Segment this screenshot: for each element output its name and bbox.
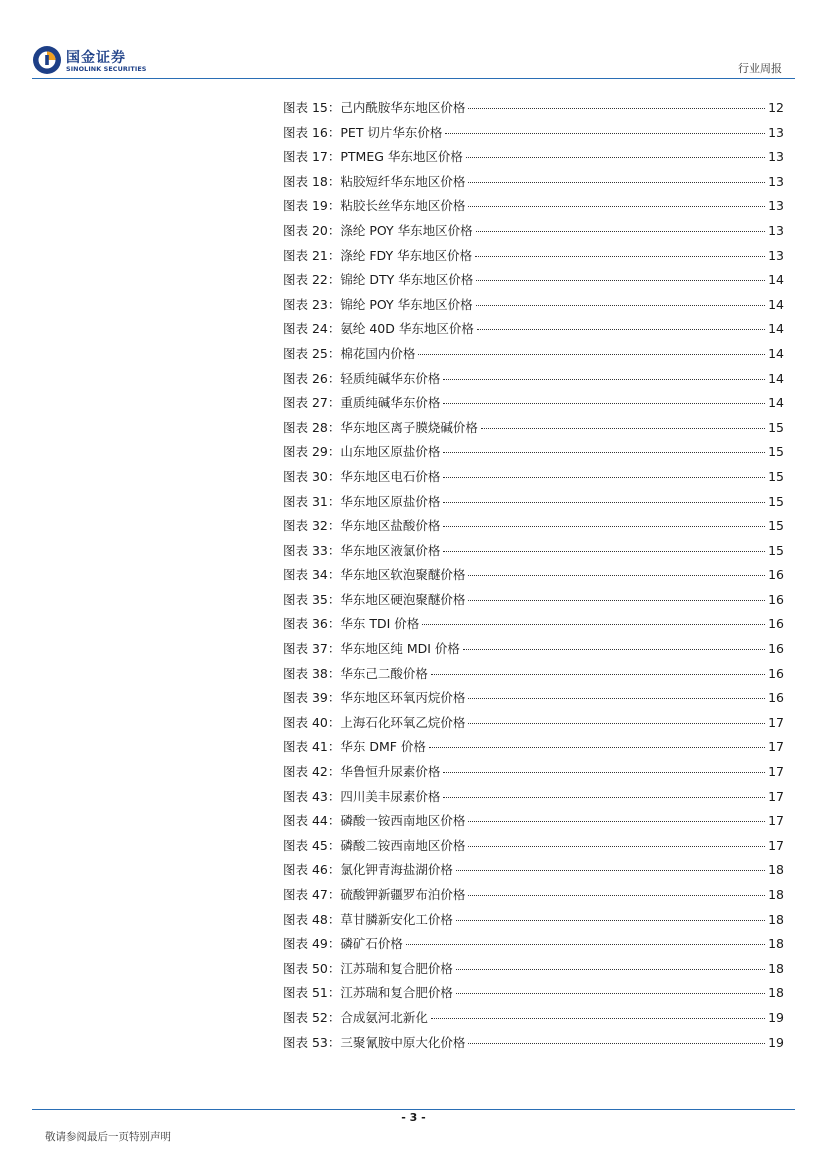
- toc-entry-title: 图表 44：磷酸一铵西南地区价格: [283, 813, 466, 829]
- toc-dot-leader: [468, 698, 765, 699]
- toc-entry-page: 14: [768, 345, 784, 361]
- toc-entry[interactable]: [283, 147, 784, 172]
- toc-entry-title: 图表 27：重质纯碱华东价格: [283, 395, 441, 411]
- toc-dot-leader: [406, 944, 765, 945]
- toc-entry-page: 15: [768, 518, 784, 534]
- toc-entry-page: 15: [768, 444, 784, 460]
- toc-entry-title: 图表 35：华东地区硬泡聚醚价格: [283, 591, 466, 607]
- toc-entry-title: 图表 17：PTMEG 华东地区价格: [283, 149, 463, 165]
- toc-entry-page: 15: [768, 419, 784, 435]
- toc-entry[interactable]: [283, 590, 784, 615]
- toc-dot-leader: [475, 256, 765, 257]
- toc-entry[interactable]: [283, 565, 784, 590]
- toc-entry-title: 图表 15：己内酰胺华东地区价格: [283, 100, 466, 115]
- toc-entry[interactable]: [283, 319, 784, 344]
- sinolink-logo-icon: [32, 45, 62, 75]
- toc-dot-leader: [463, 649, 765, 650]
- toc-entry[interactable]: [283, 221, 784, 246]
- toc-entry-page: 17: [768, 764, 784, 780]
- toc-entry-page: 19: [768, 1009, 784, 1025]
- toc-dot-leader: [456, 993, 765, 994]
- toc-entry-title: 图表 38：华东己二酸价格: [283, 665, 428, 681]
- toc-entry-title: 图表 26：轻质纯碱华东价格: [283, 370, 441, 386]
- toc-entry[interactable]: [283, 418, 784, 443]
- toc-entry-page: 19: [768, 1034, 784, 1050]
- toc-entry-page: 17: [768, 739, 784, 755]
- toc-entry-page: 18: [768, 960, 784, 976]
- toc-dot-leader: [429, 747, 765, 748]
- toc-entry-title: 图表 23：锦纶 POY 华东地区价格: [283, 296, 473, 312]
- toc-dot-leader: [468, 846, 765, 847]
- header-divider: [32, 78, 795, 79]
- toc-entry[interactable]: [283, 910, 784, 935]
- toc-entry-page: 13: [768, 222, 784, 238]
- toc-entry-page: 18: [768, 911, 784, 927]
- logo-chinese-name: 国金证券: [66, 50, 126, 66]
- logo-english-name: SINOLINK SECURITIES: [66, 65, 147, 73]
- toc-dot-leader: [468, 1043, 765, 1044]
- toc-entry-title: 图表 51：江苏瑞和复合肥价格: [283, 985, 453, 1001]
- toc-dot-leader: [422, 624, 765, 625]
- toc-entry-title: 图表 21：涤纶 FDY 华东地区价格: [283, 247, 473, 263]
- toc-entry[interactable]: [283, 344, 784, 369]
- toc-dot-leader: [481, 428, 765, 429]
- toc-entry-page: 12: [768, 100, 784, 115]
- toc-entry[interactable]: [283, 467, 784, 492]
- toc-entry-title: 图表 41：华东 DMF 价格: [283, 739, 426, 755]
- toc-entry[interactable]: [283, 516, 784, 541]
- toc-entry-title: 图表 20：涤纶 POY 华东地区价格: [283, 222, 473, 238]
- toc-entry-title: 图表 29：山东地区原盐价格: [283, 444, 441, 460]
- toc-entry-page: 13: [768, 198, 784, 214]
- toc-entry-page: 15: [768, 542, 784, 558]
- toc-dot-leader: [443, 502, 765, 503]
- toc-entry-page: 14: [768, 395, 784, 411]
- toc-entry[interactable]: [283, 123, 784, 148]
- footer-divider: [32, 1109, 795, 1110]
- toc-entry-title: 图表 40：上海石化环氧乙烷价格: [283, 714, 466, 730]
- page-number: - 3 -: [401, 1111, 426, 1124]
- toc-entry-title: 图表 18：粘胶短纤华东地区价格: [283, 173, 466, 189]
- toc-entry-page: 13: [768, 149, 784, 165]
- toc-entry-title: 图表 25：棉花国内价格: [283, 345, 416, 361]
- toc-entry-title: 图表 39：华东地区环氧丙烷价格: [283, 690, 466, 706]
- toc-entry-title: 图表 22：锦纶 DTY 华东地区价格: [283, 272, 474, 288]
- toc-entry-title: 图表 49：磷矿石价格: [283, 936, 403, 952]
- toc-entry-page: 17: [768, 714, 784, 730]
- toc-entry-page: 18: [768, 887, 784, 902]
- toc-dot-leader: [468, 895, 765, 896]
- toc-entry[interactable]: [283, 885, 784, 910]
- toc-entry-title: 图表 46：氯化钾青海盐湖价格: [283, 862, 453, 878]
- toc-dot-leader: [443, 797, 765, 798]
- toc-entry-page: 14: [768, 321, 784, 337]
- toc-entry-page: 18: [768, 985, 784, 1001]
- toc-dot-leader: [431, 1018, 765, 1019]
- toc-entry[interactable]: [283, 1008, 784, 1033]
- toc-entry-title: 图表 36：华东 TDI 价格: [283, 616, 420, 632]
- toc-dot-leader: [468, 821, 765, 822]
- toc-entry[interactable]: [283, 959, 784, 984]
- toc-entry-page: 13: [768, 247, 784, 263]
- toc-entry[interactable]: [283, 614, 784, 639]
- toc-entry[interactable]: [283, 98, 784, 123]
- toc-entry[interactable]: [283, 369, 784, 394]
- toc-entry-page: 17: [768, 837, 784, 853]
- toc-dot-leader: [456, 920, 765, 921]
- toc-entry-page: 14: [768, 272, 784, 288]
- toc-dot-leader: [443, 772, 765, 773]
- toc-entry[interactable]: [283, 172, 784, 197]
- toc-entry[interactable]: [283, 639, 784, 664]
- toc-dot-leader: [456, 969, 765, 970]
- toc-entry[interactable]: [283, 713, 784, 738]
- toc-entry[interactable]: [283, 737, 784, 762]
- toc-entry[interactable]: [283, 934, 784, 959]
- toc-entry-page: 16: [768, 616, 784, 632]
- toc-entry-page: 13: [768, 173, 784, 189]
- toc-entry-title: 图表 16：PET 切片华东价格: [283, 124, 443, 140]
- toc-dot-leader: [431, 674, 765, 675]
- toc-entry-title: 图表 32：华东地区盐酸价格: [283, 518, 441, 534]
- toc-dot-leader: [468, 108, 765, 109]
- toc-dot-leader: [443, 477, 765, 478]
- toc-dot-leader: [443, 526, 765, 527]
- toc-dot-leader: [445, 133, 765, 134]
- toc-dot-leader: [476, 305, 765, 306]
- toc-entry-page: 13: [768, 124, 784, 140]
- toc-dot-leader: [418, 354, 765, 355]
- toc-entry[interactable]: [283, 270, 784, 295]
- toc-dot-leader: [443, 379, 765, 380]
- table-of-figures: [283, 98, 784, 1057]
- toc-entry-title: 图表 52：合成氨河北新化: [283, 1009, 428, 1025]
- toc-entry[interactable]: [283, 688, 784, 713]
- toc-entry-page: 18: [768, 862, 784, 878]
- toc-entry[interactable]: [283, 442, 784, 467]
- toc-dot-leader: [468, 182, 765, 183]
- toc-dot-leader: [456, 870, 765, 871]
- toc-entry-title: 图表 50：江苏瑞和复合肥价格: [283, 960, 453, 976]
- toc-entry[interactable]: [283, 541, 784, 566]
- toc-dot-leader: [477, 329, 765, 330]
- toc-entry[interactable]: [283, 762, 784, 787]
- toc-dot-leader: [468, 206, 765, 207]
- toc-entry[interactable]: [283, 492, 784, 517]
- toc-entry-title: 图表 37：华东地区纯 MDI 价格: [283, 641, 460, 657]
- toc-dot-leader: [468, 575, 765, 576]
- toc-dot-leader: [443, 551, 765, 552]
- toc-entry-title: 图表 48：草甘膦新安化工价格: [283, 911, 453, 927]
- toc-entry-title: 图表 34：华东地区软泡聚醚价格: [283, 567, 466, 583]
- toc-dot-leader: [466, 157, 765, 158]
- toc-entry-page: 16: [768, 665, 784, 681]
- toc-entry-page: 17: [768, 813, 784, 829]
- toc-entry-page: 18: [768, 936, 784, 952]
- toc-entry[interactable]: [283, 295, 784, 320]
- toc-entry[interactable]: [283, 393, 784, 418]
- toc-entry[interactable]: [283, 983, 784, 1008]
- toc-entry-page: 16: [768, 567, 784, 583]
- toc-dot-leader: [443, 403, 765, 404]
- report-type-label: 行业周报: [738, 62, 782, 75]
- toc-entry-page: 16: [768, 591, 784, 607]
- disclaimer-text: 敬请参阅最后一页特别声明: [45, 1131, 171, 1143]
- toc-entry-title: 图表 45：磷酸二铵西南地区价格: [283, 837, 466, 853]
- toc-entry-title: 图表 24：氨纶 40D 华东地区价格: [283, 321, 474, 337]
- toc-entry-title: 图表 31：华东地区原盐价格: [283, 493, 441, 509]
- toc-entry-page: 15: [768, 468, 784, 484]
- toc-entry[interactable]: [283, 811, 784, 836]
- toc-entry-title: 图表 42：华鲁恒升尿素价格: [283, 764, 441, 780]
- toc-entry-page: 15: [768, 493, 784, 509]
- toc-entry-title: 图表 19：粘胶长丝华东地区价格: [283, 198, 466, 214]
- toc-entry[interactable]: [283, 787, 784, 812]
- toc-entry[interactable]: [283, 836, 784, 861]
- toc-entry-page: 16: [768, 641, 784, 657]
- toc-entry-page: 14: [768, 296, 784, 312]
- toc-entry[interactable]: [283, 1033, 784, 1058]
- toc-dot-leader: [468, 600, 765, 601]
- toc-entry-title: 图表 53：三聚氰胺中原大化价格: [283, 1034, 466, 1050]
- toc-dot-leader: [443, 452, 765, 453]
- toc-entry[interactable]: [283, 246, 784, 271]
- toc-entry-title: 图表 30：华东地区电石价格: [283, 468, 441, 484]
- toc-entry-title: 图表 47：硫酸钾新疆罗布泊价格: [283, 887, 466, 902]
- toc-entry-title: 图表 43：四川美丰尿素价格: [283, 788, 441, 804]
- toc-entry-page: 17: [768, 788, 784, 804]
- toc-entry-title: 图表 28：华东地区离子膜烧碱价格: [283, 419, 478, 435]
- toc-dot-leader: [476, 231, 765, 232]
- toc-entry-title: 图表 33：华东地区液氯价格: [283, 542, 441, 558]
- toc-dot-leader: [468, 723, 765, 724]
- toc-dot-leader: [476, 280, 765, 281]
- toc-entry-page: 14: [768, 370, 784, 386]
- toc-entry-page: 16: [768, 690, 784, 706]
- toc-entry[interactable]: [283, 196, 784, 221]
- toc-entry[interactable]: [283, 860, 784, 885]
- toc-entry[interactable]: [283, 664, 784, 689]
